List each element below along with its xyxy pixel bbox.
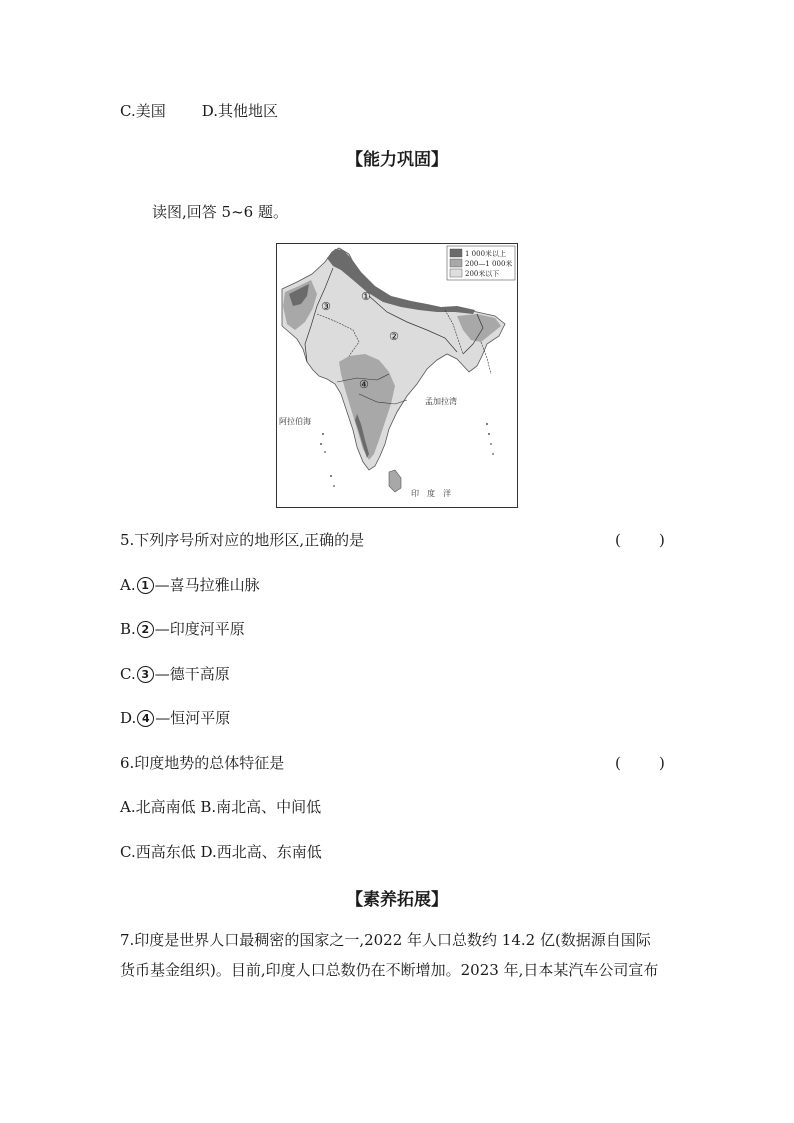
section-title-ability: 【能力巩固】	[346, 150, 448, 170]
q7-line-1: 7.印度是世界人口最稠密的国家之一,2022 年人口总数约 14.2 亿(数据源自国际	[120, 931, 651, 949]
landmass	[282, 248, 505, 470]
option-d: D.其他地区	[201, 102, 278, 120]
label-arabian-sea: 阿拉伯海	[279, 417, 311, 426]
q6-answer-blank[interactable]: ( )	[615, 754, 665, 772]
sri-lanka	[389, 470, 401, 492]
map-marker-1: ①	[361, 290, 371, 303]
legend-swatch-low	[450, 269, 462, 277]
map-legend	[447, 246, 515, 280]
q6-stem: 6.印度地势的总体特征是	[120, 754, 285, 772]
map-marker-4: ④	[359, 378, 369, 391]
map-marker-3: ③	[321, 300, 331, 313]
legend-label-mid: 200—1 000米	[465, 260, 513, 268]
legend-label-low: 200米以下	[465, 270, 500, 278]
circled-number: 4	[137, 710, 154, 727]
q4-options-row	[120, 101, 278, 121]
legend-swatch-high	[450, 249, 462, 257]
q6-options-row-1: A.北高南低 B.南北高、中间低	[120, 798, 322, 816]
india-topographic-map	[276, 243, 518, 508]
circled-number: 3	[137, 666, 154, 683]
q5-option-a: A. 1 —喜马拉雅山脉	[120, 576, 260, 594]
label-indian-ocean: 印 度 洋	[411, 489, 451, 498]
q6-options-row-2: C.西高东低 D.西北高、东南低	[120, 843, 322, 861]
option-c: C.美国	[120, 102, 166, 120]
q5-answer-blank[interactable]: ( )	[615, 531, 665, 549]
section-title-extension: 【素养拓展】	[346, 890, 448, 910]
islands	[320, 423, 494, 487]
q7-line-2: 货币基金组织)。目前,印度人口总数仍在不断增加。2023 年,日本某汽车公司宣布	[120, 961, 659, 979]
q5-option-d: D. 4 —恒河平原	[120, 709, 231, 727]
q5-option-c: C. 3 —德干高原	[120, 665, 230, 683]
q7-paragraph	[120, 925, 680, 985]
legend-label-high: 1 000米以上	[465, 250, 507, 258]
q5-stem: 5.下列序号所对应的地形区,正确的是	[120, 531, 365, 549]
legend-swatch-mid	[450, 259, 462, 267]
map-marker-2: ②	[389, 330, 399, 343]
label-bay-of-bengal: 孟加拉湾	[425, 397, 457, 406]
circled-number: 1	[137, 577, 154, 594]
q5-option-b: B. 2 —印度河平原	[120, 620, 245, 638]
circled-number: 2	[137, 621, 154, 638]
intro-text: 读图,回答 5~6 题。	[152, 203, 288, 221]
